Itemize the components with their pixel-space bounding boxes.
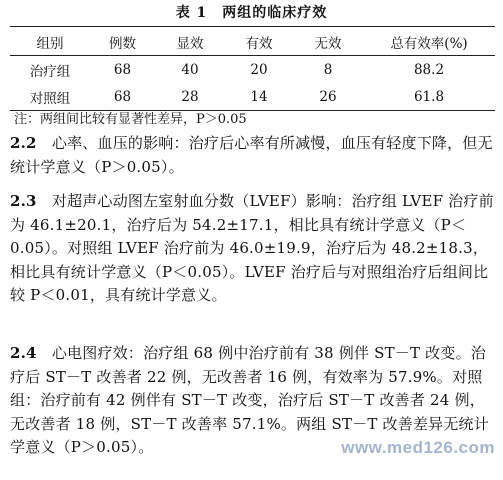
table-row bbox=[10, 56, 495, 84]
clinical-efficacy-table bbox=[10, 26, 495, 111]
section-text: 心率、血压的影响：治疗后心率有所减慢，血压有轻度下降，但无统计学意义（P＞0.05）。 bbox=[10, 134, 493, 176]
table-cell: 20 bbox=[250, 62, 268, 78]
table-row bbox=[10, 83, 495, 111]
table-cell: 对照组 bbox=[29, 91, 71, 107]
section-number: 2.3 bbox=[10, 192, 37, 210]
table-cell: 61.8 bbox=[413, 89, 445, 105]
table-cell: 治疗组 bbox=[29, 64, 71, 80]
header-effective: 有效 bbox=[225, 27, 293, 56]
table-note: 注：两组间比较有显著性差异，P＞0.05 bbox=[14, 112, 247, 127]
table-cell: 14 bbox=[250, 89, 268, 105]
section-number: 2.4 bbox=[10, 344, 37, 362]
header-marked-effect: 显效 bbox=[155, 27, 225, 56]
header-cases: 例数 bbox=[90, 27, 155, 56]
section-text: 对超声心动图左室射血分数（LVEF）影响：治疗组 LVEF 治疗前为 46.1±20.1，治疗后为 54.2±17.1，相比具有统计学意义（P＜0.05）。对照组 LVEF 治疗前为 46.0±19.9，治疗后为 48.2±18.3，相比具有统计学意义（P＜0.05）。LVEF 治疗后与对照组治疗后组间比较 P＜0.01，具有统计学意义。 bbox=[10, 192, 494, 304]
header-ineffective: 无效 bbox=[293, 27, 363, 56]
site-watermark: www.med126.com bbox=[341, 438, 495, 457]
header-group: 组别 bbox=[10, 27, 90, 56]
section-number: 2.2 bbox=[10, 134, 37, 152]
section-text: 心电图疗效：治疗组 68 例中治疗前有 38 例伴 ST－T 改变。治疗后 ST－T 改善者 22 例，无改善者 16 例，有效率为 57.9%。对照组：治疗前有 42 例伴有 ST－T 改变，治疗后 ST－T 改善者 24 例，无改善者 18 例，ST－T 改善率 57.1%。两组 ST－T 改善差异无统计学意义（P＞0.05）。 bbox=[10, 344, 489, 456]
section-2-2 bbox=[10, 132, 496, 179]
table-cell: 28 bbox=[181, 89, 199, 105]
table-cell: 68 bbox=[113, 89, 132, 105]
table-cell: 26 bbox=[319, 89, 337, 105]
table-cell: 88.2 bbox=[413, 62, 445, 78]
table-title: 表 1 两组的临床疗效 bbox=[175, 5, 328, 21]
header-total-rate: 总有效率(%) bbox=[363, 27, 495, 56]
table-cell: 68 bbox=[113, 62, 132, 78]
table-cell: 8 bbox=[323, 62, 333, 78]
table-cell: 40 bbox=[181, 62, 199, 78]
section-2-3 bbox=[10, 190, 496, 308]
table-header-row bbox=[10, 27, 495, 56]
